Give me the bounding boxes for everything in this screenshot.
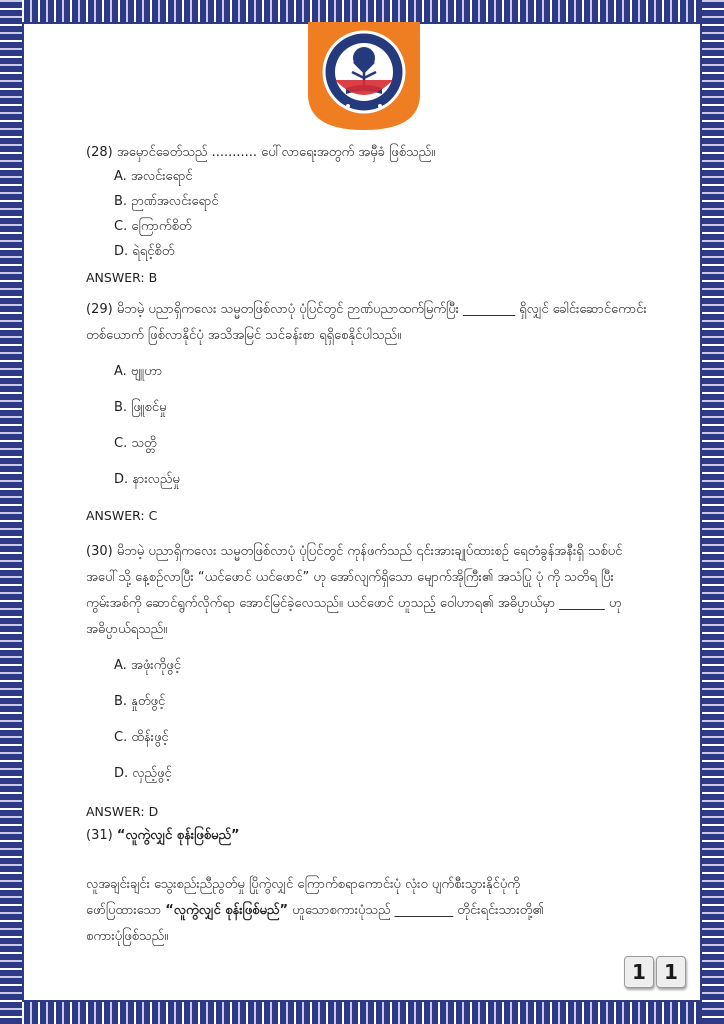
question-stem: (30) မိဘမဲ့ ပညာရှိကလေး သမ္မတဖြစ်လာပုံ ပုံပြင်တွင် ကုန်ဖက်သည် ၎င်းအားချုပ်ထားစဉ် ရေတံခွန်အနီးရှိ သစ်ပင် အပေါ်သို့ နေ့စဉ်လာပြီး “ယင်ဖောင် ယင်ဖောင်” ဟု အော်လျက်ရှိသော မျောက်အိုကြီး၏ အသံပြု ပုံ ကို သတိရ ပြီး ကွမ်းအစ်ကို ဆောင်ရွက်လိုက်ရာ အောင်မြင်ခဲ့လေသည်။ ယင်ဖောင် ဟူသည့် ဝေါဟာရ၏ အဓိပ္ပာယ်မှာ _______ ဟု အဓိပ္ပာယ်ရသည်။: [86, 544, 623, 637]
line-2-suffix: ဟူသောစကားပုံသည် _________ တိုင်းရင်းသားတို့၏: [288, 903, 544, 918]
border-left: [0, 0, 22, 1024]
option-a: A. အလင်းရောင်: [114, 169, 193, 184]
question-30: [86, 539, 656, 823]
border-bottom: [0, 1002, 724, 1024]
option-c: C. သတ္တိ: [114, 436, 157, 451]
question-sheet: [86, 142, 656, 853]
option-d: D. နားလည်မှု: [114, 472, 180, 487]
option-b: B. နှုတ်ဖွင့်: [114, 694, 166, 709]
question-stem: (28) အမှောင်ခေတ်သည် ........... ပေါ်လာရေးအတွက် အမှီခံ ဖြစ်သည်။: [86, 145, 436, 160]
option-b: B. ဉာဏ်အလင်းရောင်: [114, 194, 219, 209]
answer-label: ANSWER: B: [86, 270, 158, 285]
question-28: [86, 142, 656, 289]
page-number-digit-2: 1: [656, 956, 686, 988]
border-right: [702, 0, 724, 1024]
publisher-logo: [308, 22, 420, 130]
page-number-digit-1: 1: [624, 956, 654, 988]
option-c: C. ကြောက်စိတ်: [114, 219, 192, 234]
question-31: [86, 825, 656, 847]
question-29: [86, 297, 656, 527]
option-d: D. လှည့်ဖွင့်: [114, 766, 172, 781]
question-line-1: လူအချင်းချင်း သွေးစည်းညီညွတ်မှု ပြိုကွဲလျှင် ကြောက်စရာကောင်းပုံ လုံးဝ ပျက်စီးသွားနိုင်ပုံကို: [86, 877, 520, 892]
option-d: D. ရဲရင့်စိတ်: [114, 244, 175, 259]
option-a: A. ဗျူဟာ: [114, 364, 163, 379]
option-b: B. ဖြူစင်မှု: [114, 400, 167, 415]
question-31-heading: [86, 825, 656, 847]
option-c: C. ထိန်းဖွင့်: [114, 730, 169, 745]
option-a: A. အဖုံးကိုဖွင့်: [114, 658, 181, 673]
answer-label: ANSWER: D: [86, 804, 159, 819]
question-line-2: [86, 898, 686, 924]
question-number: (31): [86, 828, 113, 843]
question-stem: (29) မိဘမဲ့ ပညာရှိကလေး သမ္မတဖြစ်လာပုံ ပုံပြင်တွင် ဉာဏ်ပညာထက်မြက်ပြီး ________ ရှိလျှင် ခေါင်းဆောင်ကောင်းတစ်ယောက် ဖြစ်လာနိုင်ပုံ အသိအမြင် သင်ခန်းစာ ရရှိစေနိုင်ပါသည်။: [86, 302, 647, 343]
line-2-prefix: ဖော်ပြထားသော: [86, 903, 166, 918]
border-top: [0, 0, 724, 22]
proverb-title: “လူကွဲလျှင် စုန်းဖြစ်မည်”: [116, 828, 240, 843]
answer-label: ANSWER: C: [86, 508, 158, 523]
question-line-3: စကားပုံဖြစ်သည်။: [86, 929, 169, 944]
question-31-body: [86, 872, 686, 950]
proverb-quote: “လူကွဲလျှင် စုန်းဖြစ်မည်”: [165, 903, 288, 918]
